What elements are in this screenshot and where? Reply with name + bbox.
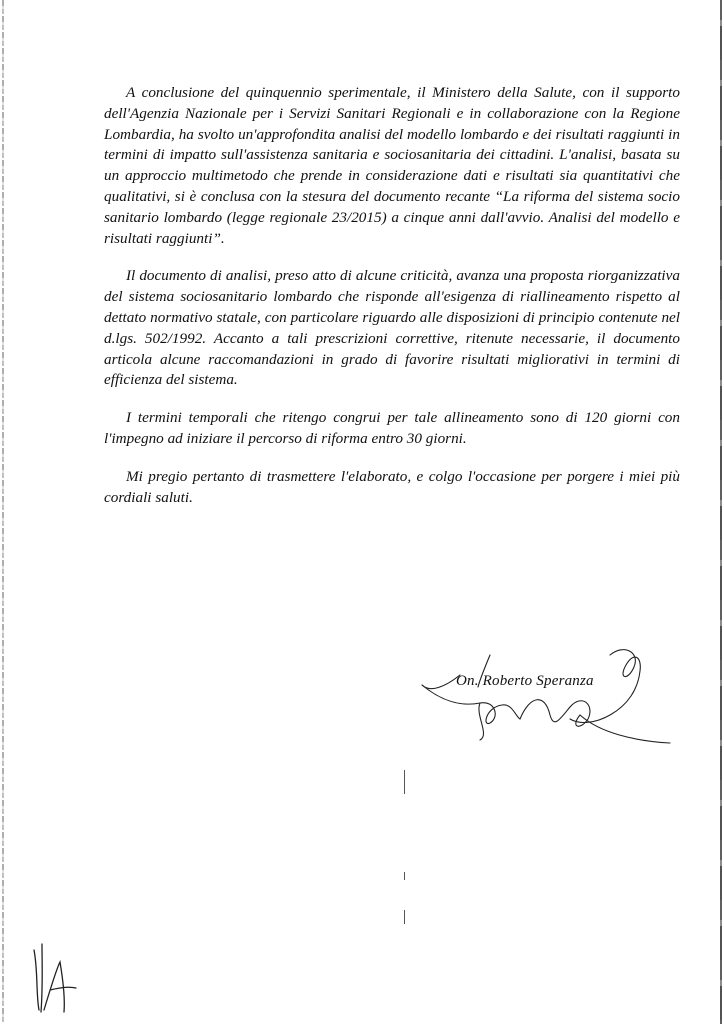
- paragraph-analysis: Il documento di analisi, preso atto di alcune criticità, avanza una proposta riorganizzativa del sistema sociosanitario lombardo che risponde all'esigenza di riallineamento rispetto al dettato normativo statale, con particolare riguardo alle disposizioni di principio contenute nel d.lgs. 502/1992. Accanto a tali prescrizioni correttive, ritenute necessarie, il documento articola alcune raccomandazioni in grado di favorire risultati migliorativi in termini di efficienza del sistema.: [104, 267, 680, 389]
- handwritten-signature: [420, 645, 690, 755]
- scan-mark-middle: [404, 872, 405, 880]
- letter-body: [104, 83, 680, 525]
- scan-edge-right: [720, 0, 722, 1024]
- scan-mark-bottom: [404, 910, 405, 924]
- signature-block: [420, 645, 690, 755]
- handwritten-initials: [30, 940, 80, 1015]
- signer-name: On. Roberto Speranza: [456, 673, 594, 689]
- scan-edge-left: [2, 0, 4, 1024]
- paragraph-timeline: I termini temporali che ritengo congrui per tale allineamento sono di 120 giorni con l'impegno ad iniziare il percorso di riforma entro 30 giorni.: [104, 409, 680, 447]
- paragraph-closing: Mi pregio pertanto di trasmettere l'elaborato, e colgo l'occasione per porgere i miei più cordiali saluti.: [104, 467, 680, 506]
- paragraph-conclusion: A conclusione del quinquennio sperimentale, il Ministero della Salute, con il supporto dell'Agenzia Nazionale per i Servizi Sanitari Regionali e in collaborazione con la Regione Lombardia, ha svolto un'approfondita analisi del modello lombardo e dei risultati raggiunti in termini di impatto sull'assistenza sanitaria e sociosanitaria dei cittadini. L'analisi, basata su un approccio multimetodo che prende in considerazione dati e risultati sia quantitativi che qualitativi, si è conclusa con la stesura del documento recante “La riforma del sistema socio sanitario lombardo (legge regionale 23/2015) a cinque anni dall'avvio. Analisi del modello e risultati raggiunti”.: [104, 84, 680, 247]
- scan-mark-top: [404, 770, 405, 794]
